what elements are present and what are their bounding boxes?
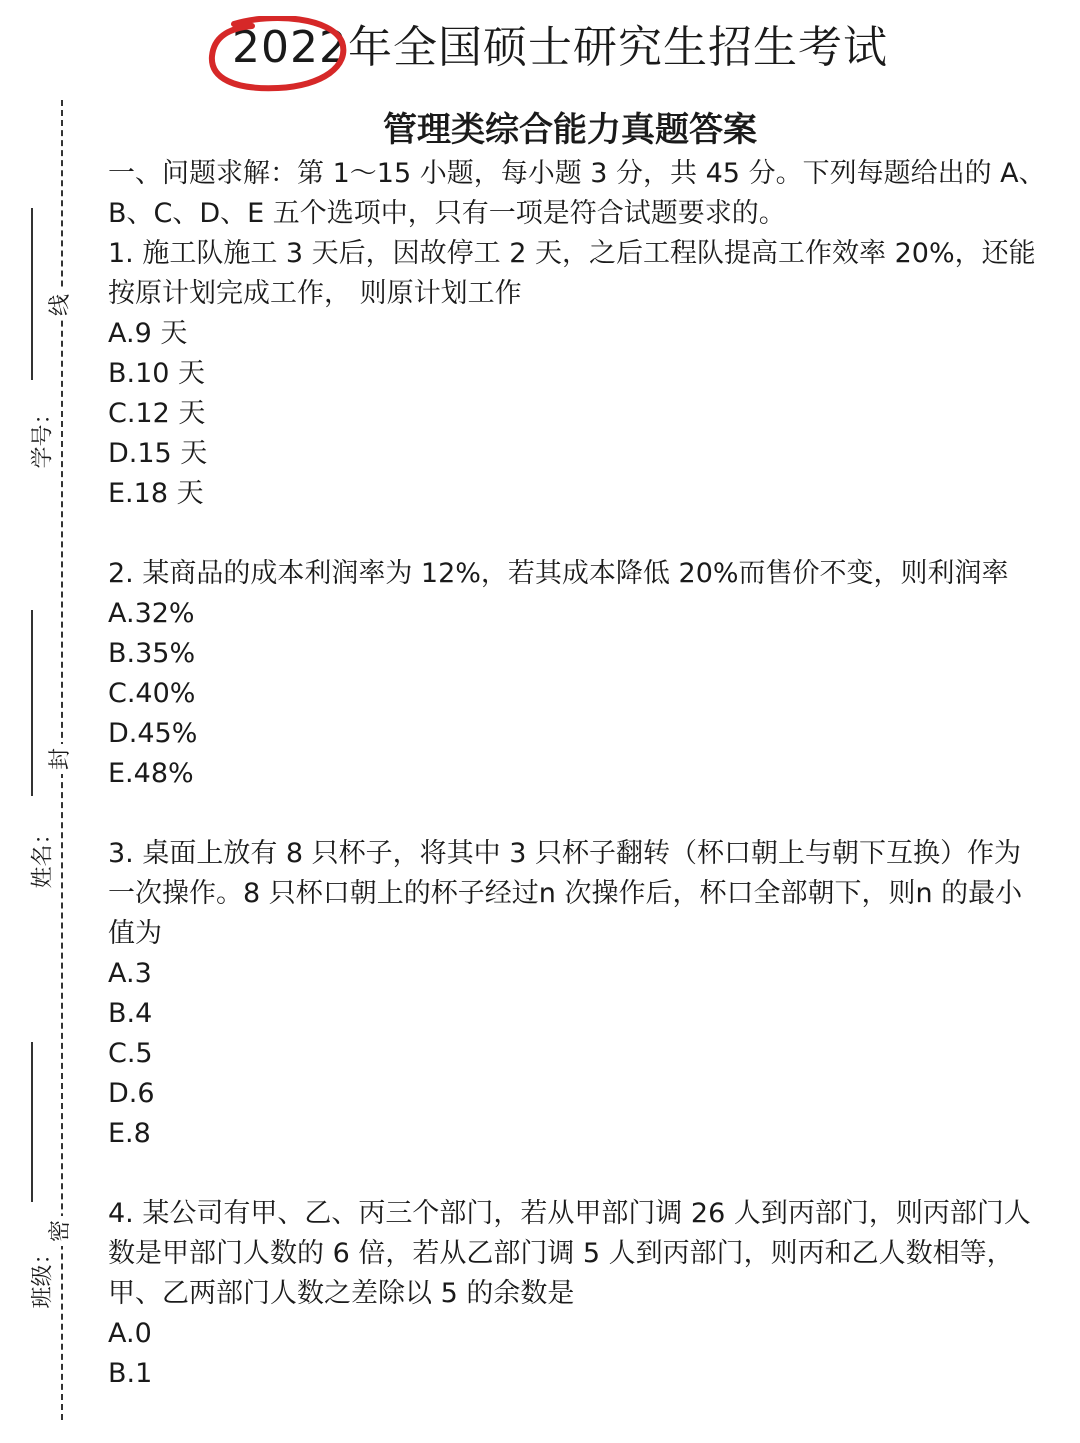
spacer [108, 1154, 1048, 1194]
binding-seal-char: 封 [48, 744, 74, 774]
option-e: E.8 [108, 1118, 151, 1149]
option-b: B.35% [108, 638, 196, 669]
option-b: B.4 [108, 998, 153, 1029]
title-text: 年全国硕士研究生招生考试 [347, 22, 888, 73]
question-stem: 1. 施工队施工 3 天后，因故停工 2 天，之后工程队提高工作效率 20%，还能按原计划完成工作， 则原计划工作 [108, 238, 1036, 309]
question-stem: 3. 桌面上放有 8 只杯子，将其中 3 只杯子翻转（杯口朝上与朝下互换）作为一次操作。8 只杯口朝上的杯子经过n 次操作后，杯口全部朝下，则n 的最小值为 [108, 838, 1023, 949]
subtitle: 管理类综合能力真题答案 [383, 110, 757, 150]
class-label: 班级： [30, 1242, 56, 1309]
title-year: 2022 [232, 22, 348, 73]
option-a: A.0 [108, 1318, 152, 1349]
option-c: C.40% [108, 678, 196, 709]
option-a: A.9 天 [108, 318, 188, 349]
student-id-blank [31, 208, 33, 380]
title-area [0, 20, 1080, 76]
spacer [108, 514, 1048, 554]
option-c: C.12 天 [108, 398, 206, 429]
name-label: 姓名： [30, 822, 56, 889]
binding-close-char: 密 [48, 1216, 74, 1246]
option-a: A.3 [108, 958, 152, 989]
page-title [232, 20, 888, 76]
question-2 [108, 554, 1048, 794]
option-c: C.5 [108, 1038, 153, 1069]
question-3 [108, 834, 1048, 1154]
question-stem: 4. 某公司有甲、乙、丙三个部门，若从甲部门调 26 人到丙部门，则丙部门人数是甲部门人数的 6 倍，若从乙部门调 5 人到丙部门，则丙和乙人数相等，甲、乙两部门人数之差除以 5 的余数是 [108, 1198, 1031, 1309]
option-b: B.1 [108, 1358, 153, 1389]
name-blank [31, 610, 33, 796]
option-d: D.45% [108, 718, 198, 749]
section-intro: 一、问题求解：第 1～15 小题，每小题 3 分，共 45 分。下列每题给出的 A、B、C、D、E 五个选项中，只有一项是符合试题要求的。 [108, 158, 1046, 229]
option-a: A.32% [108, 598, 195, 629]
student-id-label: 学号： [30, 402, 56, 469]
question-4 [108, 1194, 1048, 1394]
option-b: B.10 天 [108, 358, 206, 389]
option-e: E.18 天 [108, 478, 204, 509]
question-1 [108, 234, 1048, 514]
option-e: E.48% [108, 758, 194, 789]
option-d: D.6 [108, 1078, 155, 1109]
question-stem: 2. 某商品的成本利润率为 12%，若其成本降低 20%而售价不变，则利润率 [108, 558, 1009, 589]
spacer [108, 794, 1048, 834]
class-blank [31, 1042, 33, 1202]
option-d: D.15 天 [108, 438, 208, 469]
exam-content [108, 154, 1048, 1394]
binding-line-char: 线 [48, 290, 74, 320]
